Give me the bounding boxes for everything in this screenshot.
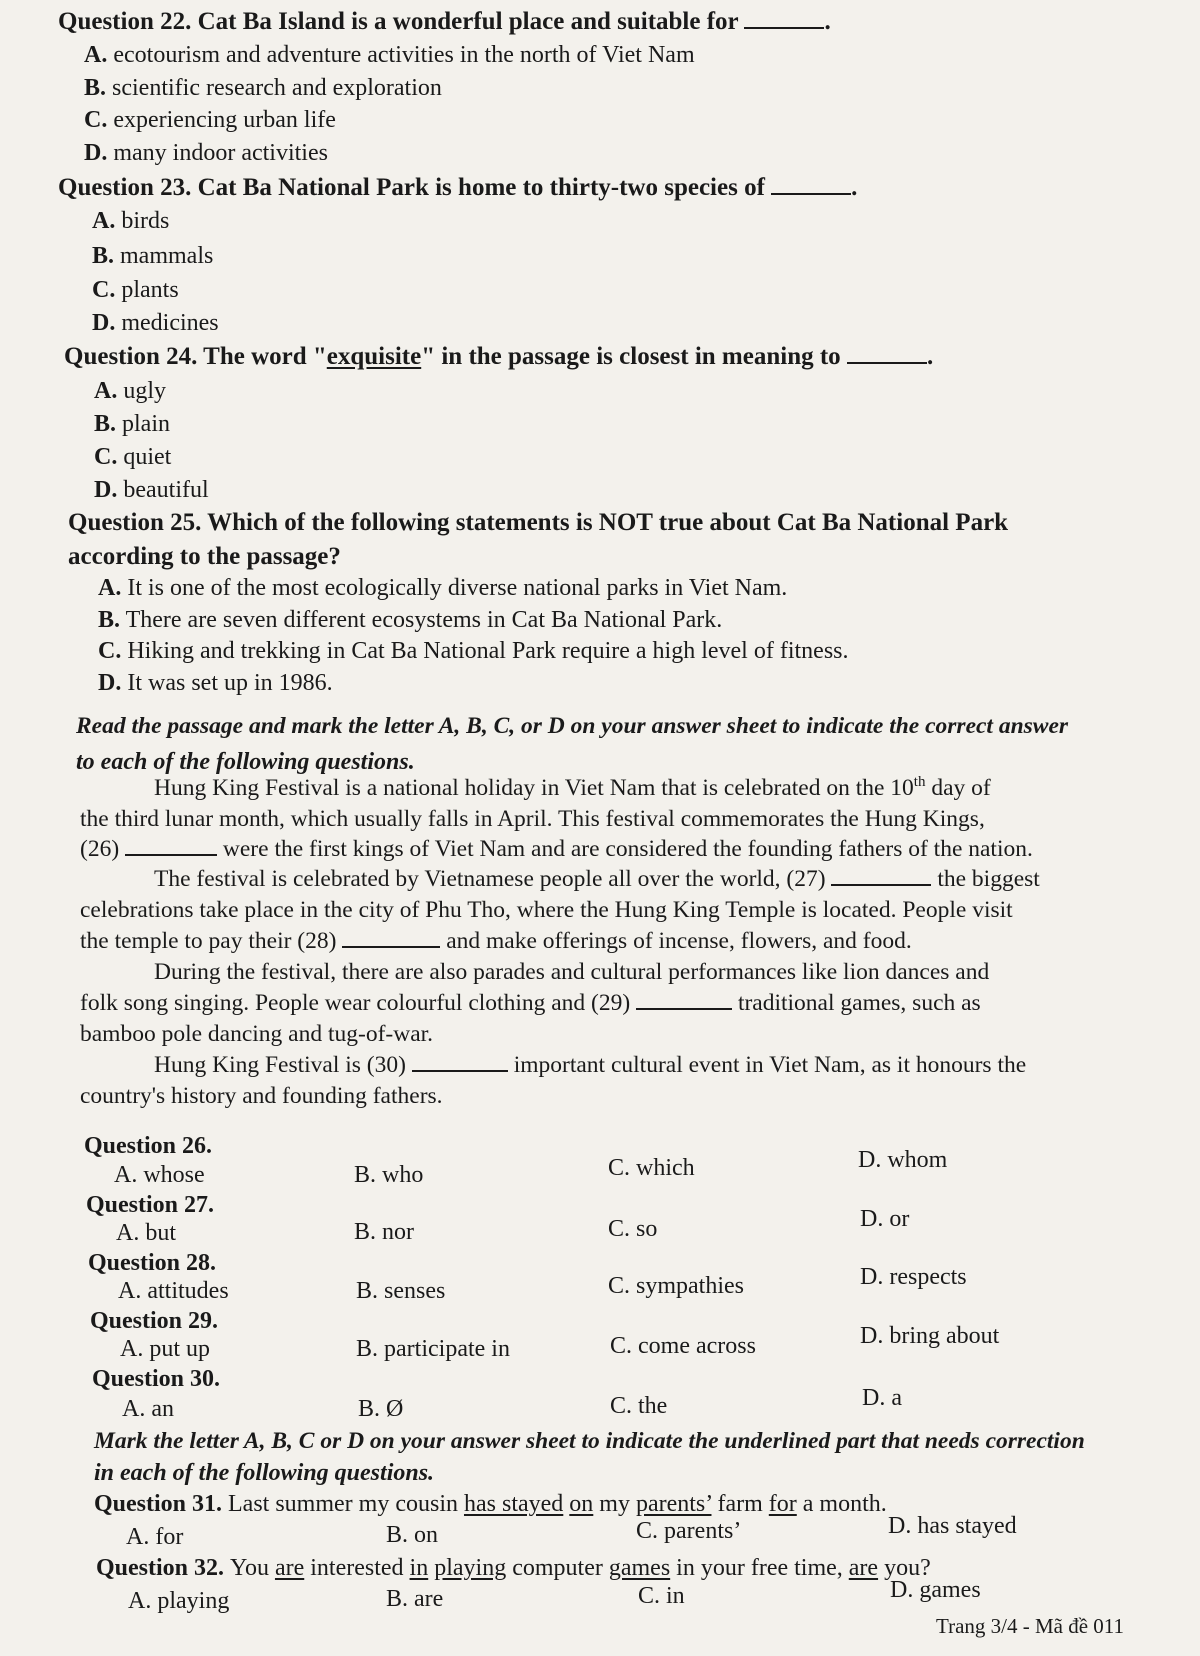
option-a: A. It is one of the most ecologically diverse national parks in Viet Nam. — [98, 575, 788, 601]
option-a: A. ecotourism and adventure activities in the north of Viet Nam — [84, 42, 695, 68]
underlined-part: are — [848, 1555, 879, 1581]
option-c: C. quiet — [94, 444, 172, 470]
option-c: C. plants — [92, 277, 179, 303]
question-30-label: Question 30. — [92, 1366, 221, 1392]
passage-line: country's history and founding fathers. — [80, 1083, 443, 1109]
question-number: Question 23. — [58, 174, 198, 201]
option-d: D. has stayed — [888, 1513, 1017, 1539]
blank-29 — [636, 1007, 732, 1010]
option-d: D. games — [890, 1577, 981, 1603]
option-d: D. respects — [860, 1264, 967, 1290]
question-text: Cat Ba National Park is home to thirty-two species of — [197, 174, 765, 201]
option-c: C. the — [610, 1393, 668, 1419]
correction-instruction-line-1: Mark the letter A, B, C or D on your answer sheet to indicate the underlined part that needs correction — [94, 1428, 1085, 1454]
underlined-part: parents’ — [635, 1491, 712, 1517]
option-a: A. playing — [128, 1588, 230, 1614]
passage-line: (26) were the first kings of Viet Nam and are considered the founding fathers of the nation. — [80, 836, 1033, 862]
question-26-label: Question 26. — [84, 1133, 213, 1159]
reading-instruction-line-1: Read the passage and mark the letter A, B, C, or D on your answer sheet to indicate the correct answer — [76, 713, 1069, 739]
question-29-label: Question 29. — [90, 1308, 219, 1334]
option-a: A. birds — [92, 208, 170, 234]
option-b: B. senses — [356, 1278, 446, 1304]
underlined-word: exquisite — [326, 343, 422, 370]
question-number: Question 24. — [64, 343, 204, 370]
option-a: A. ugly — [94, 378, 167, 404]
underlined-part: has stayed — [463, 1491, 564, 1517]
option-b: B. are — [386, 1586, 444, 1612]
passage-line: the temple to pay their (28) and make offerings of incense, flowers, and food. — [80, 928, 912, 954]
option-d: D. medicines — [92, 310, 219, 336]
option-a: A. attitudes — [118, 1278, 229, 1304]
option-c: C. so — [608, 1216, 658, 1242]
passage-line: bamboo pole dancing and tug-of-war. — [80, 1021, 434, 1047]
passage-line: folk song singing. People wear colourful clothing and (29) traditional games, such as — [80, 990, 981, 1016]
answer-blank — [771, 192, 851, 195]
question-number: Question 22. — [58, 8, 198, 35]
option-a: A. whose — [114, 1162, 205, 1188]
answer-blank — [744, 26, 824, 29]
option-d: D. a — [862, 1385, 902, 1411]
question-24: Question 24. The word "exquisite" in the passage is closest in meaning to . — [64, 343, 934, 370]
page-footer: Trang 3/4 - Mã đề 011 — [936, 1614, 1125, 1638]
underlined-part: games — [608, 1555, 671, 1581]
underlined-part: playing — [434, 1555, 507, 1581]
passage-line: celebrations take place in the city of Phu Tho, where the Hung King Temple is located. People visit — [80, 897, 1013, 923]
question-22: Question 22. Cat Ba Island is a wonderful place and suitable for . — [58, 8, 831, 35]
passage-line: Hung King Festival is a national holiday in Viet Nam that is celebrated on the 10th day of — [154, 774, 991, 801]
option-a: A. for — [126, 1524, 184, 1550]
correction-instruction-line-2: in each of the following questions. — [94, 1460, 435, 1486]
passage-line: The festival is celebrated by Vietnamese people all over the world, (27) the biggest — [154, 866, 1040, 892]
option-b: B. plain — [94, 411, 171, 437]
option-a: A. put up — [120, 1336, 211, 1362]
underlined-part: on — [569, 1491, 594, 1517]
option-d: D. beautiful — [94, 477, 209, 503]
option-c: C. sympathies — [608, 1273, 745, 1299]
option-b: B. mammals — [92, 243, 214, 269]
option-b: B. scientific research and exploration — [84, 75, 442, 101]
blank-27 — [831, 883, 931, 886]
question-25-line-1: Question 25. Which of the following statements is NOT true about Cat Ba National Park — [68, 509, 1009, 536]
underlined-part: in — [409, 1555, 429, 1581]
option-b: B. who — [354, 1162, 424, 1188]
option-b: B. participate in — [356, 1336, 510, 1362]
question-text: Cat Ba Island is a wonderful place and suitable for — [197, 8, 739, 35]
underlined-part: for — [768, 1491, 797, 1517]
option-b: B. on — [386, 1522, 439, 1548]
option-b: B. There are seven different ecosystems in Cat Ba National Park. — [98, 607, 723, 633]
option-d: D. whom — [858, 1147, 948, 1173]
option-a: A. but — [116, 1220, 177, 1246]
option-d: D. bring about — [860, 1323, 1000, 1349]
option-c: C. come across — [610, 1333, 756, 1359]
question-27-label: Question 27. — [86, 1192, 215, 1218]
passage-line: the third lunar month, which usually falls in April. This festival commemorates the Hung Kings, — [80, 806, 985, 832]
passage-line: During the festival, there are also parades and cultural performances like lion dances and — [154, 959, 990, 985]
option-d: D. or — [860, 1206, 910, 1232]
option-c: C. which — [608, 1155, 695, 1181]
question-28-label: Question 28. — [88, 1250, 217, 1276]
option-b: B. Ø — [358, 1396, 404, 1422]
question-32: Question 32. You are interested in playing computer games in your free time, are you? — [96, 1555, 931, 1581]
option-c: C. experiencing urban life — [84, 107, 336, 133]
option-c: C. in — [638, 1583, 685, 1609]
question-31: Question 31. Last summer my cousin has stayed on my parents’ farm for a month. — [94, 1491, 887, 1517]
question-23: Question 23. Cat Ba National Park is home to thirty-two species of . — [58, 174, 858, 201]
question-25-line-2: according to the passage? — [68, 543, 341, 570]
reading-instruction-line-2: to each of the following questions. — [76, 749, 415, 775]
blank-30 — [412, 1069, 508, 1072]
answer-blank — [847, 361, 927, 364]
option-b: B. nor — [354, 1219, 415, 1245]
option-c: C. parents’ — [636, 1518, 742, 1544]
underlined-part: are — [274, 1555, 305, 1581]
option-d: D. many indoor activities — [84, 140, 328, 166]
blank-26 — [125, 853, 217, 856]
option-c: C. Hiking and trekking in Cat Ba National Park require a high level of fitness. — [98, 638, 849, 664]
passage-line: Hung King Festival is (30) important cultural event in Viet Nam, as it honours the — [154, 1052, 1027, 1078]
blank-28 — [342, 945, 440, 948]
option-a: A. an — [122, 1396, 174, 1422]
option-d: D. It was set up in 1986. — [98, 670, 333, 696]
